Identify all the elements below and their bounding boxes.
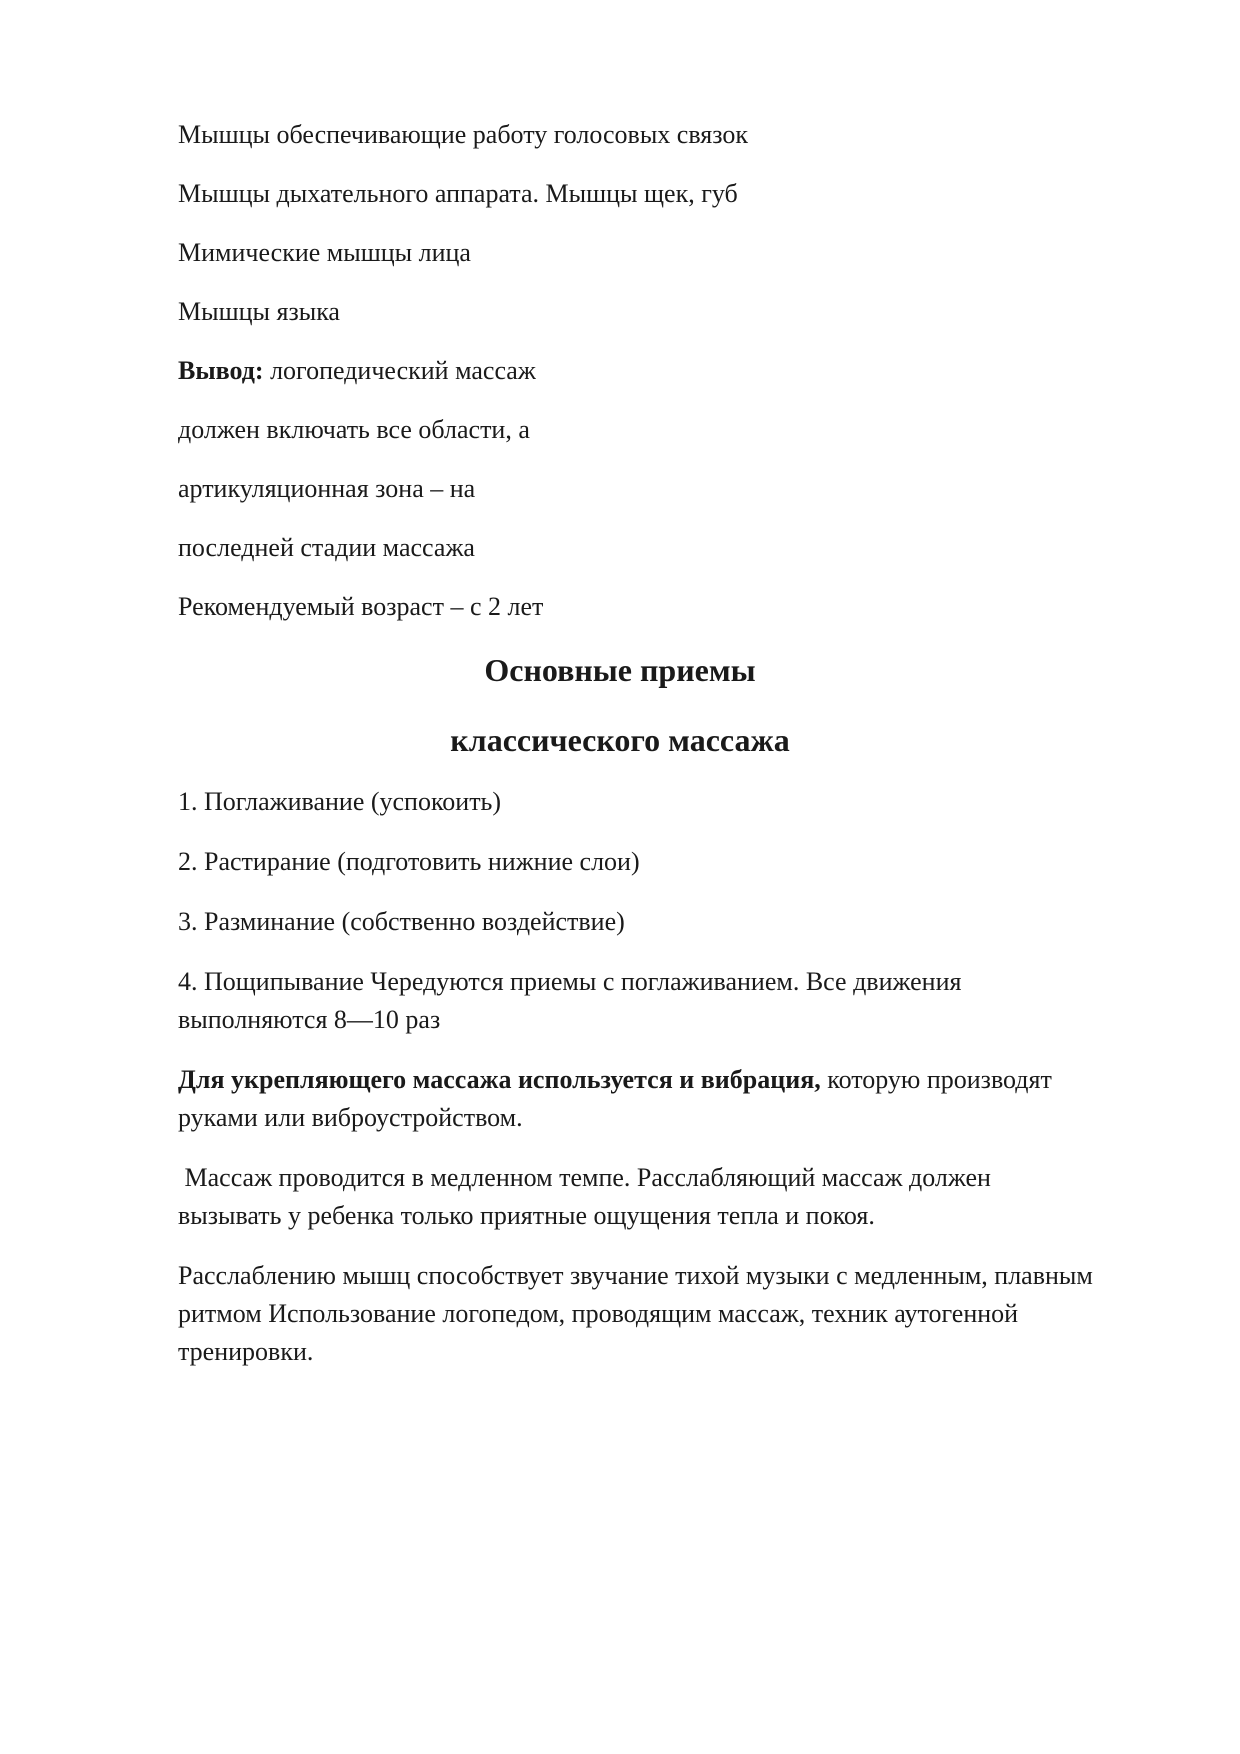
list-item-stroking: 1. Поглаживание (успокоить)	[178, 787, 502, 816]
text-line-facial-muscles: Мимические мышцы лица	[178, 238, 471, 267]
text-line-articulation-zone: артикуляционная зона – на	[178, 474, 476, 503]
conclusion-line	[178, 352, 536, 390]
conclusion-text: логопедический массаж	[263, 356, 536, 385]
list-item-rubbing: 2. Растирание (подготовить нижние слои)	[178, 847, 640, 876]
text-line-vocal-muscles: Мышцы обеспечивающие работу голосовых связок	[178, 120, 748, 149]
conclusion-label: Вывод:	[178, 356, 264, 385]
list-item-pinching: 4. Пощипывание Чередуются приемы с поглаживанием. Все движения выполняются 8—10 раз	[178, 967, 962, 1034]
paragraph-vibration-rest: которую производят руками или виброустройством.	[178, 1065, 1052, 1132]
text-line-last-stage: последней стадии массажа	[178, 533, 475, 562]
paragraph-vibration-bold: Для укрепляющего массажа используется и вибрация,	[178, 1065, 821, 1094]
section-heading-line2: классического массажа	[450, 722, 790, 758]
text-line-tongue-muscles: Мышцы языка	[178, 297, 340, 326]
text-line-all-areas: должен включать все области, а	[178, 415, 530, 444]
paragraph-music: Расслаблению мышц способствует звучание тихой музыки с медленным, плавным ритмом Использование логопедом, проводящим массаж, техник аутогенной тренировки.	[178, 1261, 1093, 1366]
section-heading-line1: Основные приемы	[484, 652, 756, 688]
text-line-recommended-age: Рекомендуемый возраст – с 2 лет	[178, 592, 544, 621]
list-item-kneading: 3. Разминание (собственно воздействие)	[178, 907, 625, 936]
paragraph-tempo: Массаж проводится в медленном темпе. Расслабляющий массаж должен вызывать у ребенка только приятные ощущения тепла и покоя.	[178, 1163, 998, 1230]
text-line-breathing-muscles: Мышцы дыхательного аппарата. Мышцы щек, губ	[178, 179, 738, 208]
paragraph-vibration	[178, 1061, 1098, 1137]
